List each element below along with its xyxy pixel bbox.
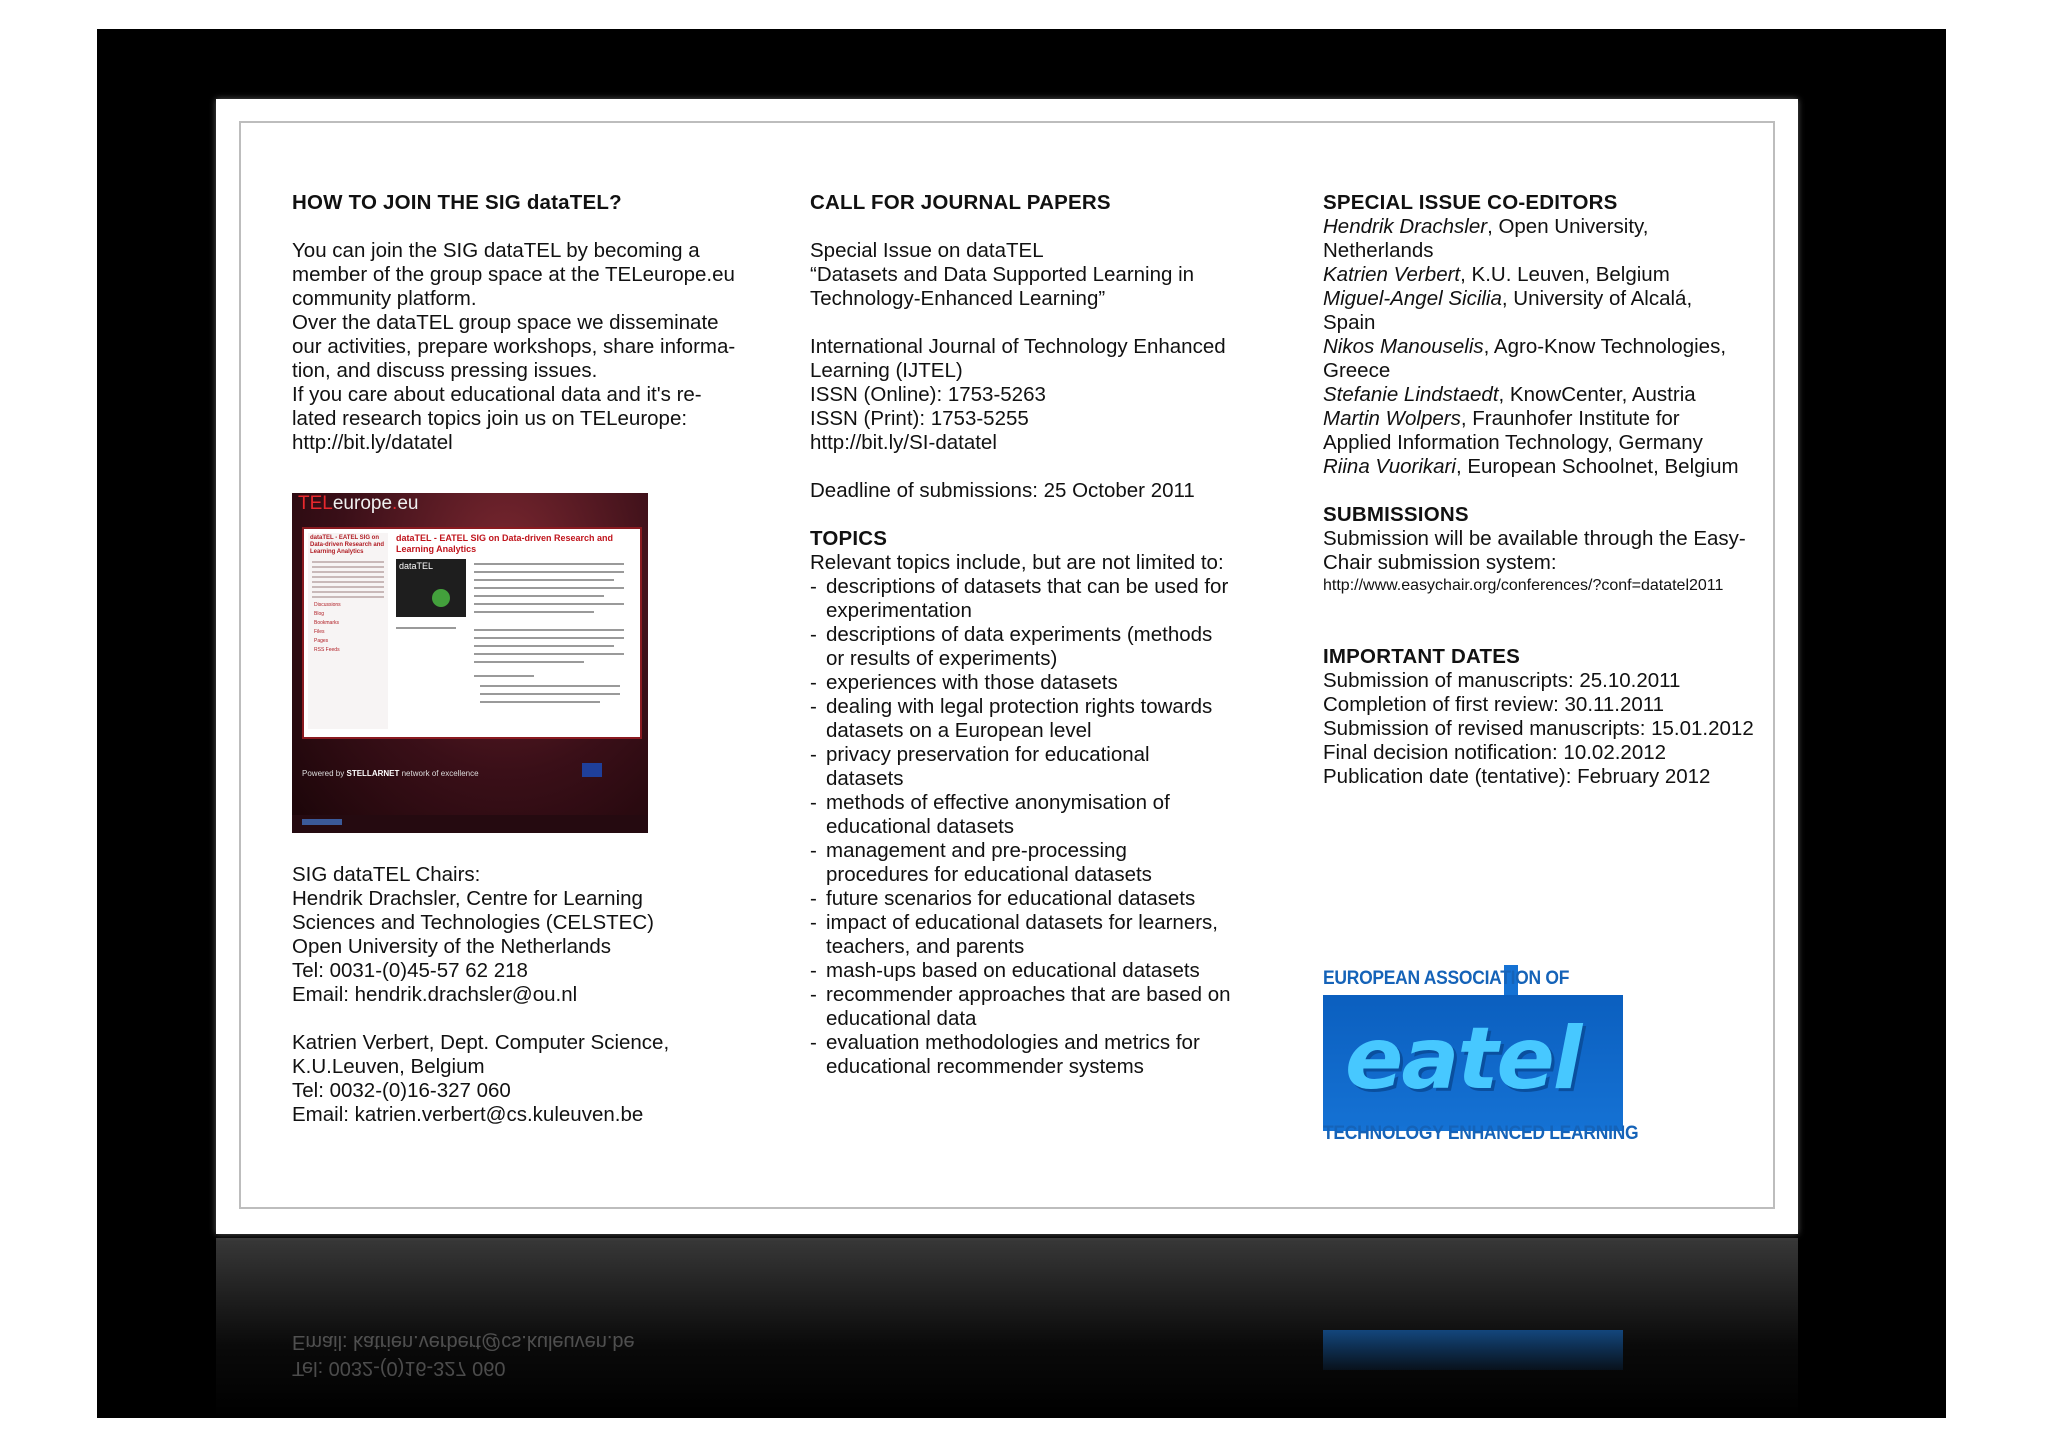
editor-entry-cont: Greece — [1323, 359, 1391, 382]
topic-item: - impact of educational datasets for learners, — [810, 911, 1218, 934]
eatel-logo-top-text: EUROPEAN ASSOCIATION OF — [1323, 968, 1570, 989]
dates-heading: IMPORTANT DATES — [1323, 645, 1520, 668]
intro-line: our activities, prepare workshops, share informa- — [292, 335, 736, 358]
bullet-dash: - — [810, 839, 817, 862]
chairs-line: Sciences and Technologies (CELSTEC) — [292, 911, 654, 934]
editors-list — [1323, 215, 1763, 479]
screenshot-button — [302, 819, 342, 825]
topic-item: - management and pre-processing — [810, 839, 1127, 862]
bullet-dash: - — [810, 791, 817, 814]
topic-item: - dealing with legal protection rights towards — [810, 695, 1213, 718]
intro-line: lated research topics join us on TELeurope: — [292, 407, 688, 430]
chairs-line: Katrien Verbert, Dept. Computer Science, — [292, 1031, 670, 1054]
reflection-text: Tel: 0032-(0)16-327 060 — [292, 1357, 506, 1379]
topic-item: - recommender approaches that are based on — [810, 983, 1231, 1006]
intro-line: community platform. — [292, 287, 477, 310]
special-issue-line: Special Issue on dataTEL — [810, 239, 1044, 262]
topic-item: datasets on a European level — [826, 719, 1092, 742]
bullet-dash: - — [810, 983, 817, 1006]
submissions-text: Submission will be available through the Easy- — [1323, 527, 1746, 550]
editor-entry-cont: Netherlands — [1323, 239, 1434, 262]
chairs-line: Tel: 0032-(0)16-327 060 — [292, 1079, 511, 1102]
bullet-dash: - — [810, 671, 817, 694]
editors-heading: SPECIAL ISSUE CO-EDITORS — [1323, 191, 1618, 214]
globe-icon — [432, 589, 450, 607]
bullet-dash: - — [810, 695, 817, 718]
column-call-for-papers — [810, 191, 1250, 1079]
topic-item: teachers, and parents — [826, 935, 1025, 958]
topics-heading: TOPICS — [810, 527, 888, 550]
deadline: Deadline of submissions: 25 October 2011 — [810, 479, 1195, 502]
topic-item: - mash-ups based on educational datasets — [810, 959, 1200, 982]
topic-item: procedures for educational datasets — [826, 863, 1152, 886]
chairs-line: Tel: 0031-(0)45-57 62 218 — [292, 959, 528, 982]
sidebar-title: dataTEL - EATEL SIG on Data-driven Research and Learning Analytics — [310, 535, 385, 555]
topic-item: experimentation — [826, 599, 972, 622]
journal-line: ISSN (Online): 1753-5263 — [810, 383, 1046, 406]
chairs-line: SIG dataTEL Chairs: — [292, 863, 481, 886]
reflection-logo — [1323, 1330, 1623, 1370]
topic-item: - methods of effective anonymisation of — [810, 791, 1170, 814]
eatel-logo — [1323, 995, 1623, 1131]
topic-item: - descriptions of data experiments (methods — [810, 623, 1213, 646]
editor-entry-cont: Spain — [1323, 311, 1376, 334]
intro-line: Over the dataTEL group space we disseminate — [292, 311, 719, 334]
screenshot-bottom-bar — [292, 815, 648, 833]
editor-entry: Martin Wolpers, Fraunhofer Institute for — [1323, 407, 1680, 430]
topic-item: educational recommender systems — [826, 1055, 1144, 1078]
date-item: Submission of revised manuscripts: 15.01.2012 — [1323, 717, 1754, 740]
chairs-email[interactable]: Email: hendrik.drachsler@ou.nl — [292, 983, 578, 1006]
date-item: Publication date (tentative): February 2012 — [1323, 765, 1711, 788]
intro-line: You can join the SIG dataTEL by becoming a — [292, 239, 700, 262]
topic-item: educational datasets — [826, 815, 1015, 838]
topic-item: - privacy preservation for educational — [810, 743, 1150, 766]
editor-entry: Hendrik Drachsler, Open University, — [1323, 215, 1649, 238]
join-intro — [292, 239, 762, 455]
chairs-line: Open University of the Netherlands — [292, 935, 612, 958]
editor-entry: Miguel-Angel Sicilia, University of Alcalá, — [1323, 287, 1693, 310]
bullet-dash: - — [810, 623, 817, 646]
topic-item: - experiences with those datasets — [810, 671, 1118, 694]
sidebar-link: Discussions — [314, 602, 341, 608]
teleurope-brand: TELeurope.eu — [298, 493, 419, 514]
screenshot-title: dataTEL - EATEL SIG on Data-driven Research and Learning Analytics — [396, 533, 614, 554]
chairs-email[interactable]: Email: katrien.verbert@cs.kuleuven.be — [292, 1103, 644, 1126]
eatel-logo-word: eatel — [1345, 1009, 1581, 1109]
bullet-dash: - — [810, 743, 817, 766]
bullet-dash: - — [810, 911, 817, 934]
topic-item: - descriptions of datasets that can be used for — [810, 575, 1229, 598]
journal-line: International Journal of Technology Enhanced — [810, 335, 1226, 358]
bullet-dash: - — [810, 959, 817, 982]
editor-entry: Stefanie Lindstaedt, KnowCenter, Austria — [1323, 383, 1696, 406]
join-heading: HOW TO JOIN THE SIG dataTEL? — [292, 191, 622, 214]
editor-entry: Katrien Verbert, K.U. Leuven, Belgium — [1323, 263, 1670, 286]
editor-entry: Riina Vuorikari, European Schoolnet, Belgium — [1323, 455, 1739, 478]
chairs-line: K.U.Leuven, Belgium — [292, 1055, 485, 1078]
eatel-logo-bottom-text: TECHNOLOGY ENHANCED LEARNING — [1323, 1123, 1639, 1144]
topic-item: educational data — [826, 1007, 977, 1030]
bullet-dash: - — [810, 1031, 817, 1054]
column-how-to-join — [292, 191, 762, 455]
datatel-logo: dataTEL — [396, 559, 466, 617]
date-item: Final decision notification: 10.02.2012 — [1323, 741, 1667, 764]
journal-line: Learning (IJTEL) — [810, 359, 963, 382]
easychair-link[interactable]: http://www.easychair.org/conferences/?conf=datatel2011 — [1323, 577, 1724, 594]
call-heading: CALL FOR JOURNAL PAPERS — [810, 191, 1111, 214]
topic-item: - future scenarios for educational datasets — [810, 887, 1196, 910]
eu-flag-icon — [582, 763, 602, 777]
bullet-dash: - — [810, 575, 817, 598]
date-item: Completion of first review: 30.11.2011 — [1323, 693, 1665, 716]
intro-line: If you care about educational data and it's re- — [292, 383, 702, 406]
topics-list — [810, 575, 1250, 1079]
teleurope-screenshot — [292, 493, 648, 833]
submissions-text: Chair submission system: — [1323, 551, 1557, 574]
submissions-heading: SUBMISSIONS — [1323, 503, 1469, 526]
datatel-link[interactable]: http://bit.ly/datatel — [292, 431, 453, 454]
topic-item: - evaluation methodologies and metrics for — [810, 1031, 1200, 1054]
sidebar-link: Blog — [314, 611, 325, 617]
chairs-block — [292, 863, 762, 1127]
intro-line: tion, and discuss pressing issues. — [292, 359, 598, 382]
special-issue-line: Technology-Enhanced Learning” — [810, 287, 1106, 310]
intro-line: member of the group space at the TELeurope.eu — [292, 263, 735, 286]
date-item: Submission of manuscripts: 25.10.2011 — [1323, 669, 1681, 692]
sidebar-link: Bookmarks — [314, 620, 340, 626]
bullet-dash: - — [810, 887, 817, 910]
si-datatel-link[interactable]: http://bit.ly/SI-datatel — [810, 431, 997, 454]
sidebar-link: Pages — [314, 638, 329, 644]
chairs-line: Hendrik Drachsler, Centre for Learning — [292, 887, 643, 910]
stage-edge — [1946, 29, 1949, 1418]
sidebar-link: RSS Feeds — [314, 647, 340, 653]
reflection-text: Email: katrien.verbert@cs.kuleuven.be — [292, 1331, 635, 1353]
topics-intro: Relevant topics include, but are not limited to: — [810, 551, 1224, 574]
slide — [216, 99, 1798, 1234]
stellarnet-footer: Powered by STELLARNET network of excellence — [302, 769, 479, 778]
editor-entry-cont: Applied Information Technology, Germany — [1323, 431, 1703, 454]
topic-item: or results of experiments) — [826, 647, 1058, 670]
screenshot-panel — [302, 527, 642, 739]
slide-reflection — [216, 1238, 1798, 1418]
column-editors — [1323, 191, 1763, 789]
screenshot-sidebar — [308, 533, 388, 729]
topic-item: datasets — [826, 767, 904, 790]
journal-line: ISSN (Print): 1753-5255 — [810, 407, 1029, 430]
special-issue-line: “Datasets and Data Supported Learning in — [810, 263, 1195, 286]
editor-entry: Nikos Manouselis, Agro-Know Technologies, — [1323, 335, 1727, 358]
sidebar-link: Files — [314, 629, 325, 635]
